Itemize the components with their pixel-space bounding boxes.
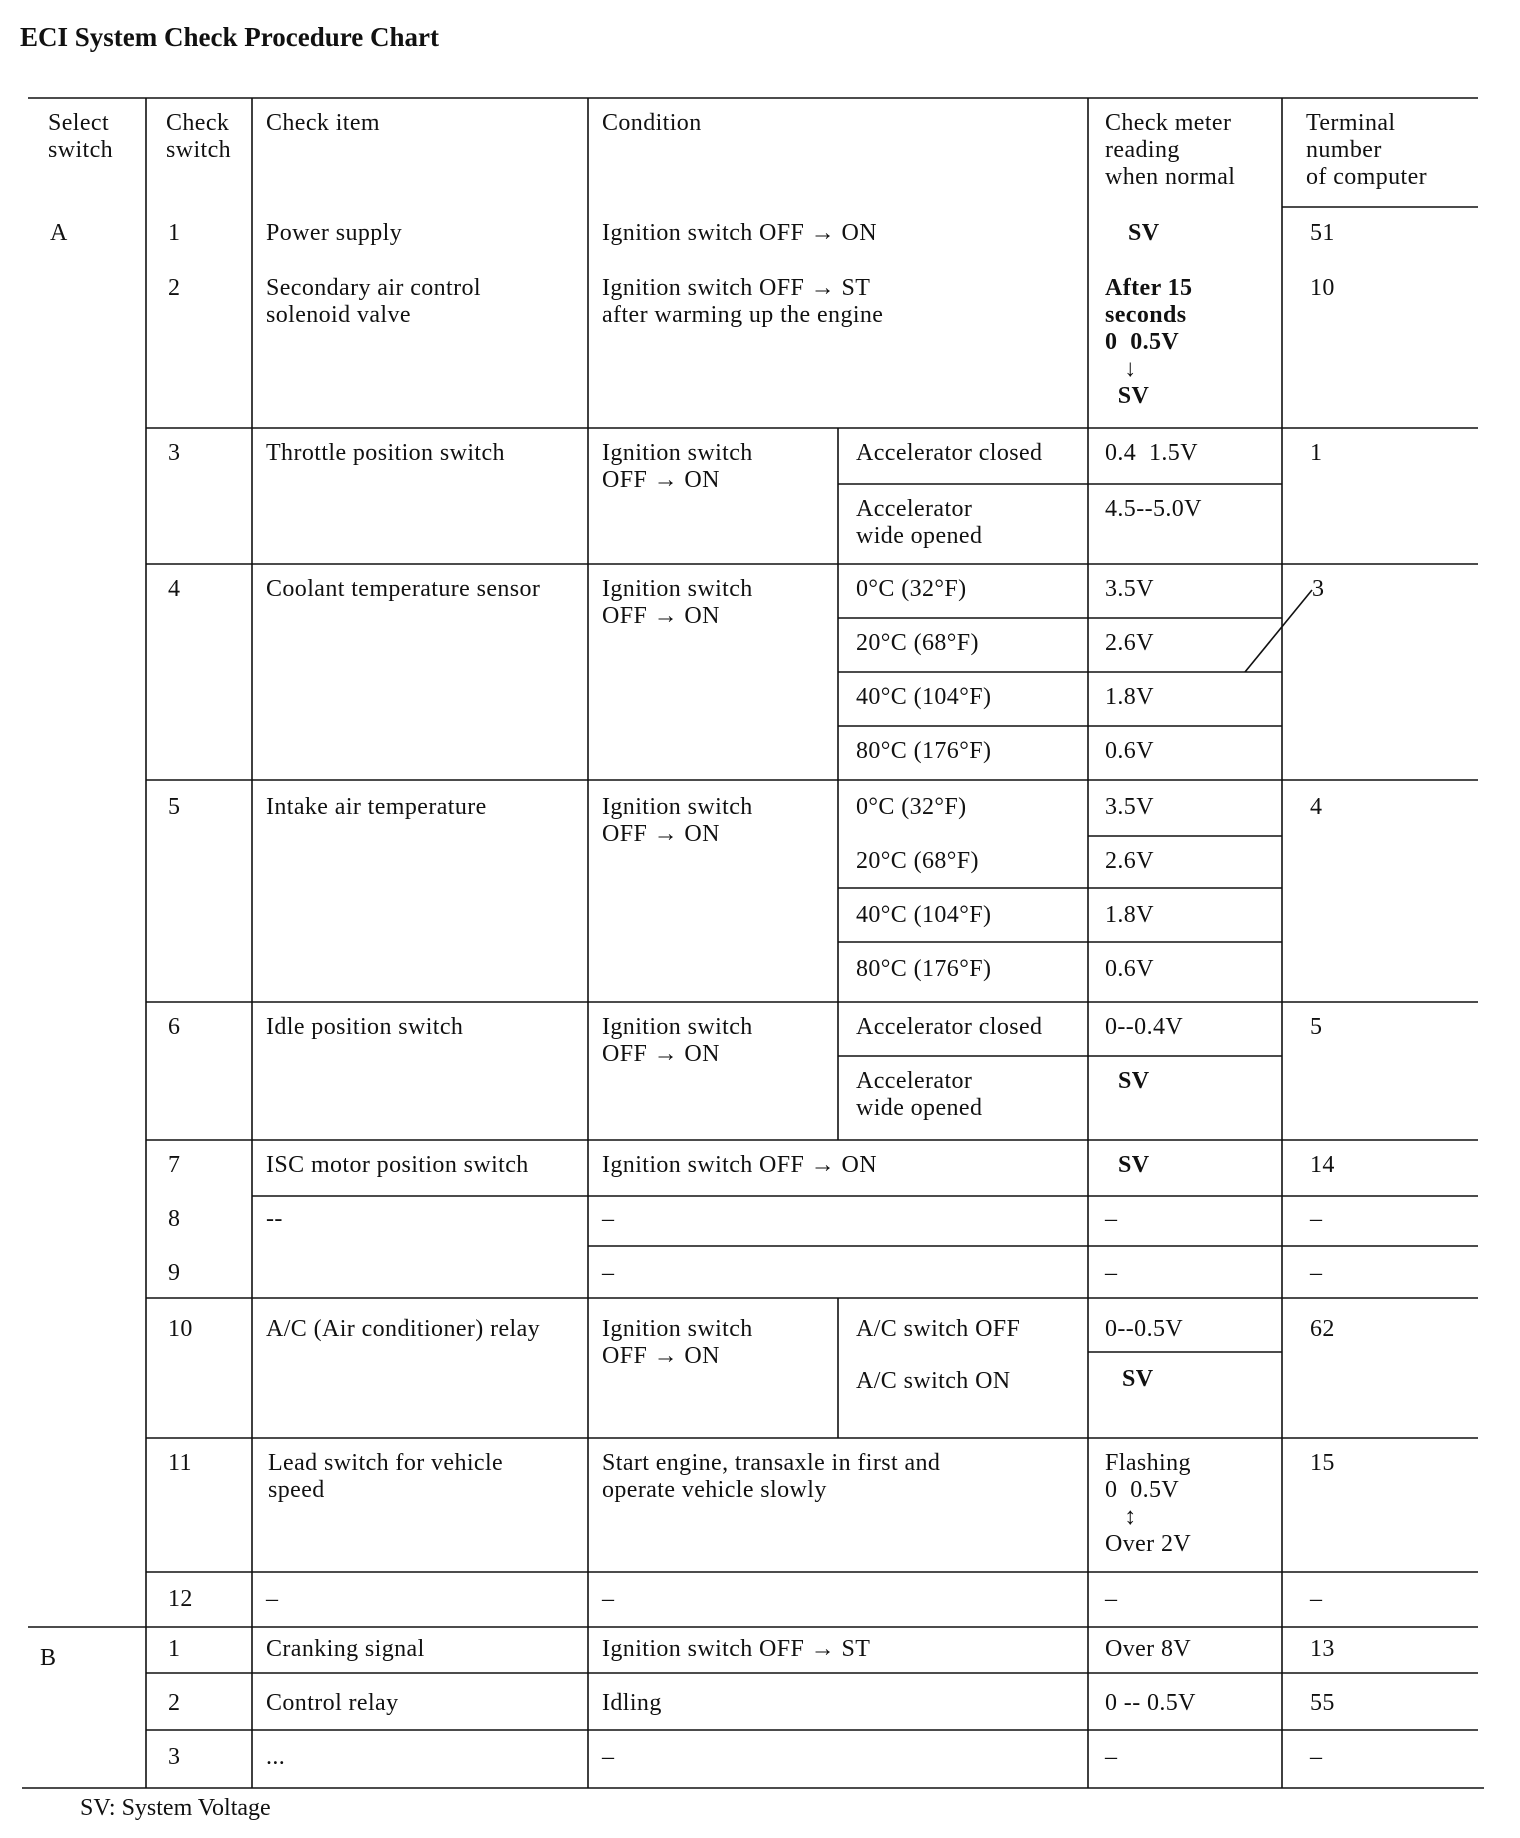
row-6-check: 6 — [168, 1014, 181, 1040]
row-b2-condition: Idling — [602, 1690, 662, 1716]
row-4-sub-2: 20°C (68°F) — [856, 630, 979, 656]
row-1-terminal: 51 — [1310, 220, 1335, 246]
row-8-condition: – — [602, 1206, 615, 1232]
row-7-reading: SV — [1118, 1152, 1150, 1178]
row-6-sub-1: Accelerator closed — [856, 1014, 1043, 1040]
row-11-item: Lead switch for vehicle speed — [268, 1450, 504, 1503]
row-1-condition: Ignition switch OFF → ON — [602, 220, 877, 246]
row-6-item: Idle position switch — [266, 1014, 464, 1040]
row-6-reading-1: 0--0.4V — [1105, 1014, 1184, 1040]
row-b2-reading: 0 -- 0.5V — [1105, 1690, 1196, 1716]
row-b1-terminal: 13 — [1310, 1636, 1335, 1662]
row-4-terminal: 3 — [1312, 576, 1325, 602]
footnote: SV: System Voltage — [80, 1795, 271, 1821]
row-2-condition: Ignition switch OFF → ST after warming up the engine — [602, 275, 884, 328]
row-10-sub-1: A/C switch OFF — [856, 1316, 1021, 1342]
row-5-sub-3: 40°C (104°F) — [856, 902, 992, 928]
header-check-item: Check item — [266, 110, 380, 136]
row-b2-terminal: 55 — [1310, 1690, 1335, 1716]
row-b3-item: ... — [266, 1744, 286, 1770]
row-12-condition: – — [602, 1586, 615, 1612]
row-4-sub-3: 40°C (104°F) — [856, 684, 992, 710]
row-3-check: 3 — [168, 440, 181, 466]
row-10-check: 10 — [168, 1316, 193, 1342]
row-b1-item: Cranking signal — [266, 1636, 425, 1662]
row-b3-terminal: – — [1310, 1744, 1323, 1770]
row-6-condition: Ignition switch OFF → ON — [602, 1014, 753, 1067]
row-7-check: 7 — [168, 1152, 181, 1178]
row-3-terminal: 1 — [1310, 440, 1323, 466]
row-3-reading-1: 0.4 1.5V — [1105, 440, 1198, 466]
row-b1-reading: Over 8V — [1105, 1636, 1192, 1662]
header-check-switch: Check switch — [166, 110, 232, 163]
row-5-condition: Ignition switch OFF → ON — [602, 794, 753, 847]
row-4-reading-2: 2.6V — [1105, 630, 1154, 656]
row-b1-check: 1 — [168, 1636, 181, 1662]
row-4-sub-4: 80°C (176°F) — [856, 738, 992, 764]
row-5-reading-4: 0.6V — [1105, 956, 1154, 982]
row-2-check: 2 — [168, 275, 181, 301]
row-10-sub-2: A/C switch ON — [856, 1368, 1011, 1394]
page-title: ECI System Check Procedure Chart — [20, 22, 439, 52]
row-8-reading: – — [1105, 1206, 1118, 1232]
row-3-sub-1: Accelerator closed — [856, 440, 1043, 466]
row-6-reading-2: SV — [1118, 1068, 1150, 1094]
row-9-condition: – — [602, 1260, 615, 1286]
group-a-label: A — [50, 220, 68, 246]
row-b3-condition: – — [602, 1744, 615, 1770]
row-7-item: ISC motor position switch — [266, 1152, 529, 1178]
row-10-condition: Ignition switch OFF → ON — [602, 1316, 753, 1369]
row-4-condition: Ignition switch OFF → ON — [602, 576, 753, 629]
row-2-terminal: 10 — [1310, 275, 1335, 301]
header-select-switch: Select switch — [48, 110, 114, 163]
row-3-reading-2: 4.5--5.0V — [1105, 496, 1202, 522]
row-b3-check: 3 — [168, 1744, 181, 1770]
row-5-reading-3: 1.8V — [1105, 902, 1154, 928]
row-4-reading-4: 0.6V — [1105, 738, 1154, 764]
row-10-reading-2: SV — [1122, 1366, 1154, 1392]
row-11-condition: Start engine, transaxle in first and operate vehicle slowly — [602, 1450, 941, 1503]
row-5-sub-4: 80°C (176°F) — [856, 956, 992, 982]
row-9-reading: – — [1105, 1260, 1118, 1286]
row-5-item: Intake air temperature — [266, 794, 487, 820]
row-1-check: 1 — [168, 220, 181, 246]
row-7-terminal: 14 — [1310, 1152, 1335, 1178]
row-4-reading-3: 1.8V — [1105, 684, 1154, 710]
row-12-reading: – — [1105, 1586, 1118, 1612]
row-4-check: 4 — [168, 576, 181, 602]
row-5-sub-1: 0°C (32°F) — [856, 794, 967, 820]
row-1-reading: SV — [1128, 220, 1160, 246]
row-b2-check: 2 — [168, 1690, 181, 1716]
row-4-reading-1: 3.5V — [1105, 576, 1154, 602]
row-3-sub-2: Accelerator wide opened — [856, 496, 983, 549]
row-6-terminal: 5 — [1310, 1014, 1323, 1040]
header-terminal: Terminal number of computer — [1306, 110, 1428, 190]
row-b2-item: Control relay — [266, 1690, 399, 1716]
row-b3-reading: – — [1105, 1744, 1118, 1770]
row-12-item: – — [266, 1586, 279, 1612]
row-11-check: 11 — [168, 1450, 192, 1476]
row-7-condition: Ignition switch OFF → ON — [602, 1152, 877, 1178]
row-12-check: 12 — [168, 1586, 193, 1612]
row-3-item: Throttle position switch — [266, 440, 505, 466]
row-5-check: 5 — [168, 794, 181, 820]
row-8-terminal: – — [1310, 1206, 1323, 1232]
row-4-item: Coolant temperature sensor — [266, 576, 541, 602]
row-5-reading-2: 2.6V — [1105, 848, 1154, 874]
row-11-reading: Flashing 0 0.5V ↕ Over 2V — [1105, 1450, 1192, 1557]
row-2-item: Secondary air control solenoid valve — [266, 275, 481, 328]
row-2-reading: After 15 seconds 0 0.5V ↓ SV — [1105, 275, 1193, 409]
header-reading: Check meter reading when normal — [1105, 110, 1236, 190]
row-5-reading-1: 3.5V — [1105, 794, 1154, 820]
row-5-sub-2: 20°C (68°F) — [856, 848, 979, 874]
row-10-item: A/C (Air conditioner) relay — [266, 1316, 541, 1342]
header-condition: Condition — [602, 110, 702, 136]
row-b1-condition: Ignition switch OFF → ST — [602, 1636, 871, 1662]
row-4-sub-1: 0°C (32°F) — [856, 576, 967, 602]
row-9-check: 9 — [168, 1260, 181, 1286]
row-1-item: Power supply — [266, 220, 403, 246]
row-10-reading-1: 0--0.5V — [1105, 1316, 1184, 1342]
row-10-terminal: 62 — [1310, 1316, 1335, 1342]
row-9-terminal: – — [1310, 1260, 1323, 1286]
row-12-terminal: – — [1310, 1586, 1323, 1612]
row-8-item: -- — [266, 1206, 283, 1232]
row-3-condition: Ignition switch OFF → ON — [602, 440, 753, 493]
row-6-sub-2: Accelerator wide opened — [856, 1068, 983, 1121]
row-11-terminal: 15 — [1310, 1450, 1335, 1476]
group-b-label: B — [40, 1645, 57, 1671]
row-5-terminal: 4 — [1310, 794, 1323, 820]
row-8-check: 8 — [168, 1206, 181, 1232]
